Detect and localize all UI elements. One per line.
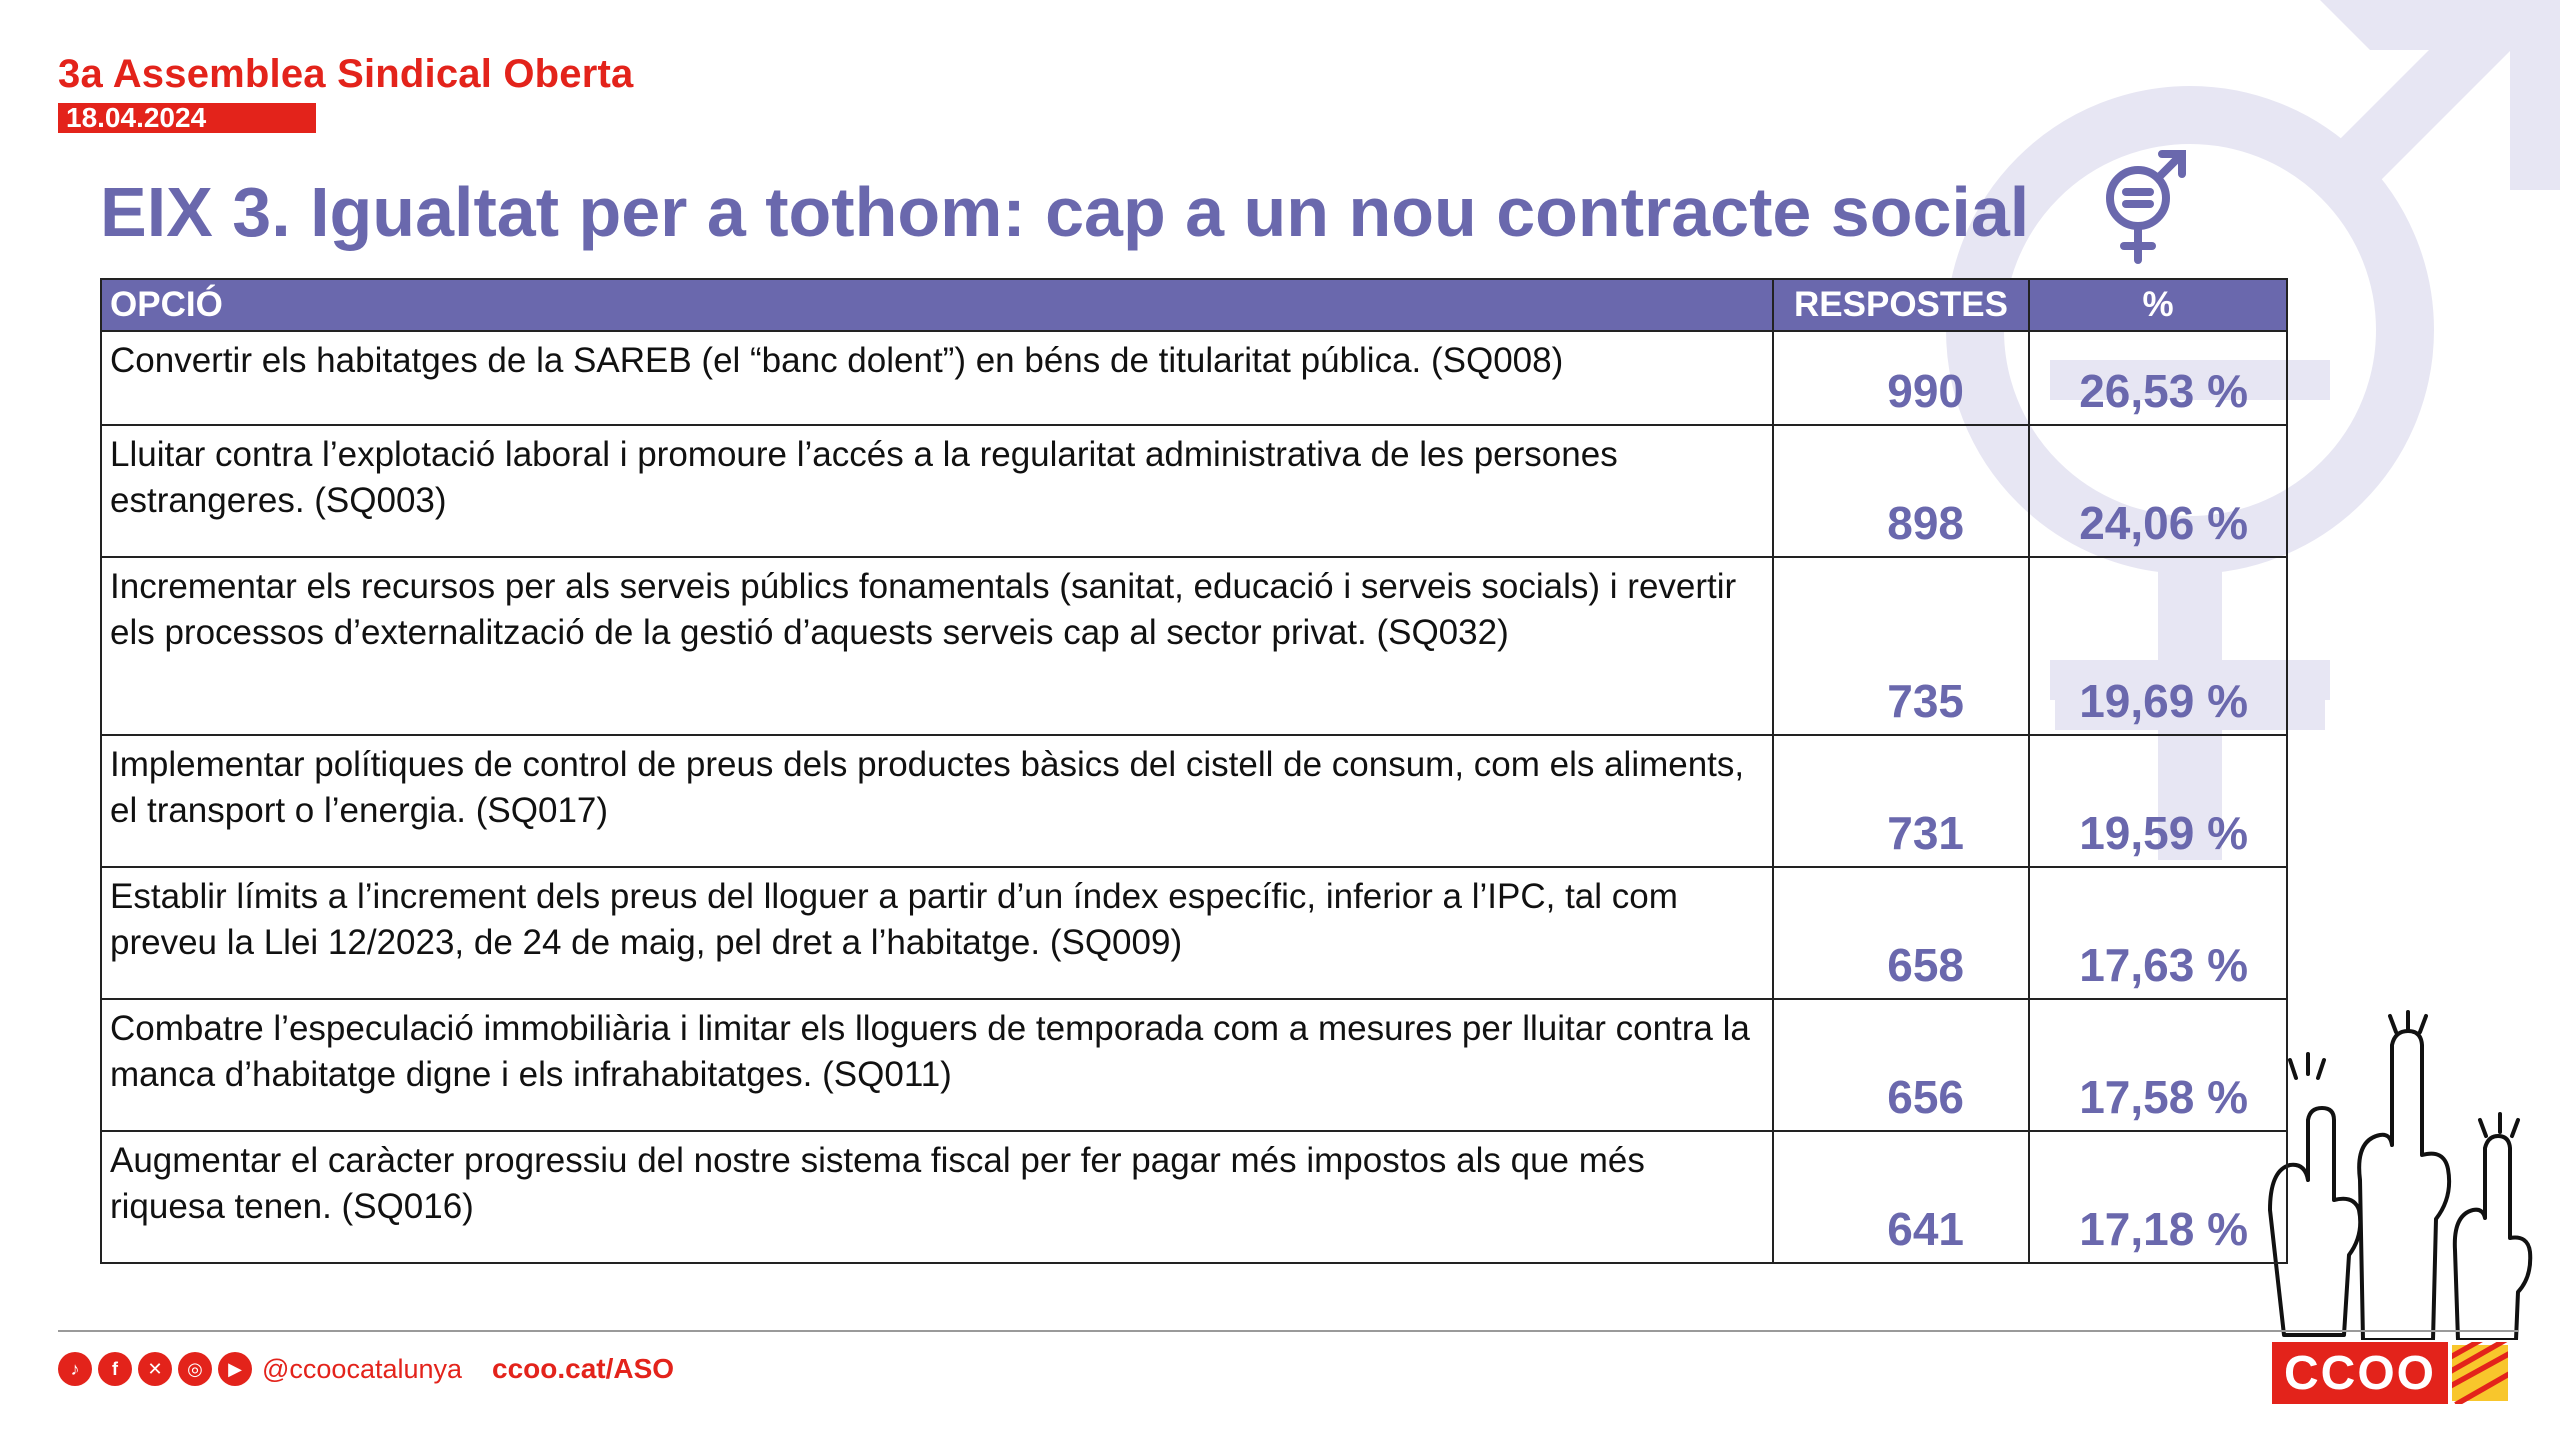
response-count: 735 <box>1773 557 2029 735</box>
column-header-percent: % <box>2029 279 2287 331</box>
social-links <box>58 1351 674 1387</box>
page-title: EIX 3. Igualtat per a tothom: cap a un nou contracte social <box>100 173 2030 251</box>
tiktok-icon[interactable]: ♪ <box>58 1352 92 1386</box>
social-handle[interactable]: @ccoocatalunya <box>262 1353 463 1384</box>
x-icon[interactable]: ✕ <box>138 1352 172 1386</box>
results-table <box>100 278 2288 1264</box>
response-percent: 17,58 % <box>2029 999 2287 1131</box>
ccoo-logo-text: CCOO <box>2272 1342 2448 1404</box>
response-count: 990 <box>1773 331 2029 425</box>
footer-divider <box>58 1330 2518 1332</box>
raised-hands-illustration-icon <box>2250 1010 2540 1340</box>
instagram-icon[interactable]: ◎ <box>178 1352 212 1386</box>
table-row <box>101 425 2287 557</box>
option-text: Establir límits a l’increment dels preus del lloguer a partir d’un índex específic, inferior a l’IPC, tal com preveu la Llei 12/2023, de 24 de maig, pel dret a l’habitatge. (SQ009) <box>101 867 1773 999</box>
gender-equality-icon <box>2090 148 2200 268</box>
table-row <box>101 557 2287 735</box>
table-row <box>101 331 2287 425</box>
table-row <box>101 1131 2287 1263</box>
table-row <box>101 999 2287 1131</box>
column-header-option: OPCIÓ <box>101 279 1773 331</box>
response-count: 731 <box>1773 735 2029 867</box>
response-percent: 19,69 % <box>2029 557 2287 735</box>
response-percent: 17,18 % <box>2029 1131 2287 1263</box>
response-count: 898 <box>1773 425 2029 557</box>
table-row <box>101 735 2287 867</box>
option-text: Convertir els habitatges de la SAREB (el “banc dolent”) en béns de titularitat pública. (SQ008) <box>101 331 1773 425</box>
response-count: 656 <box>1773 999 2029 1131</box>
table-header-row <box>101 279 2287 331</box>
response-count: 658 <box>1773 867 2029 999</box>
option-text: Combatre l’especulació immobiliària i limitar els lloguers de temporada com a mesures per lluitar contra la manca d’habitatge digne i els infrahabitatges. (SQ011) <box>101 999 1773 1131</box>
table-row <box>101 867 2287 999</box>
ccoo-logo <box>2272 1342 2508 1404</box>
response-percent: 17,63 % <box>2029 867 2287 999</box>
response-percent: 19,59 % <box>2029 735 2287 867</box>
facebook-icon[interactable]: f <box>98 1352 132 1386</box>
senyera-flag-icon <box>2452 1342 2508 1404</box>
option-text: Implementar polítiques de control de preus dels productes bàsics del cistell de consum, com els aliments, el transport o l’energia. (SQ017) <box>101 735 1773 867</box>
event-title: 3a Assemblea Sindical Oberta <box>58 52 634 96</box>
response-percent: 26,53 % <box>2029 331 2287 425</box>
option-text: Incrementar els recursos per als serveis públics fonamentals (sanitat, educació i serveis socials) i revertir els processos d’externalització de la gestió d’aquests serveis cap al sector privat. (SQ032) <box>101 557 1773 735</box>
event-date: 18.04.2024 <box>58 103 316 133</box>
website-link[interactable]: ccoo.cat/ASO <box>492 1353 675 1384</box>
option-text: Augmentar el caràcter progressiu del nostre sistema fiscal per fer pagar més impostos als que més riquesa tenen. (SQ016) <box>101 1131 1773 1263</box>
response-percent: 24,06 % <box>2029 425 2287 557</box>
youtube-icon[interactable]: ▶ <box>218 1352 252 1386</box>
option-text: Lluitar contra l’explotació laboral i promoure l’accés a la regularitat administrativa de les persones estrangeres. (SQ003) <box>101 425 1773 557</box>
column-header-responses: RESPOSTES <box>1773 279 2029 331</box>
response-count: 641 <box>1773 1131 2029 1263</box>
